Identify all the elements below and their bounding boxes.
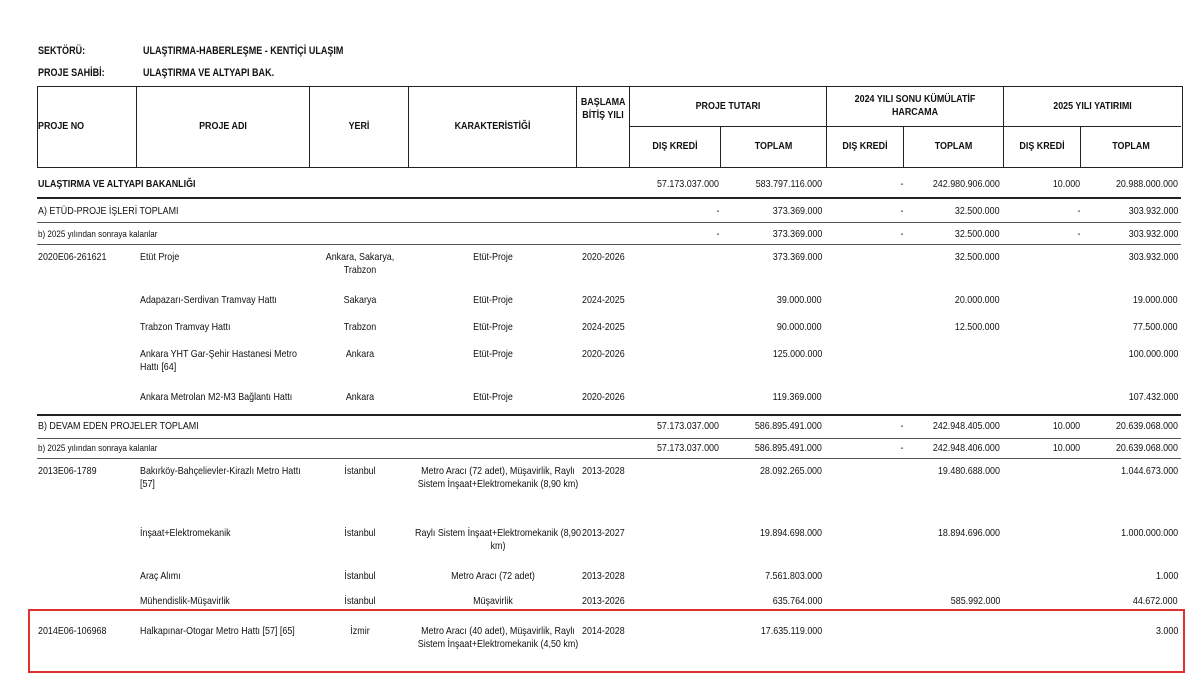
cell-proje-toplam: 373.369.000 [772,205,822,217]
cell-yatirim-dis-kredi: 10.000 [1052,178,1080,190]
row-divider [37,458,1181,459]
cell-proje-dis-kredi: 57.173.037.000 [656,178,719,190]
cell-harcama-dis-kredi: - [900,420,903,432]
cell-yil: 2024-2025 [582,294,625,306]
cell-yeri: İstanbul [344,595,376,607]
cell-yatirim-toplam: 77.500.000 [1133,321,1178,333]
cell-yatirim-toplam: 303.932.000 [1128,228,1178,240]
cell-karakteristik: Raylı Sistem İnşaat+Elektromekanik (8,90 km) [415,527,581,552]
table-row-title: A) ETÜD-PROJE İŞLERİ TOPLAMI [38,205,179,217]
cell-proje-dis-kredi: - [716,205,719,217]
cell-proje-no: 2013E06-1789 [38,465,97,477]
cell-yeri: Trabzon [343,321,377,333]
cell-proje-adi: Ankara YHT Gar-Şehir Hastanesi Metro Hattı [64] [140,348,297,373]
cell-yatirim-dis-kredi: - [1077,228,1080,240]
table-row-title: B) DEVAM EDEN PROJELER TOPLAMI [38,420,199,432]
cell-harcama-toplam: 12.500.000 [955,321,1000,333]
cell-harcama-dis-kredi: - [900,442,903,454]
row-divider [37,244,1181,245]
col-divider [720,126,721,167]
cell-harcama-toplam: 20.000.000 [955,294,1000,306]
cell-yil: 2020-2026 [582,391,625,403]
sector-value: ULAŞTIRMA-HABERLEŞME - KENTİÇİ ULAŞIM [142,45,344,57]
highlight-box [28,609,1185,673]
cell-yatirim-dis-kredi: 10.000 [1052,442,1080,454]
sector-key: SEKTÖRÜ: [38,45,86,57]
cell-yatirim-toplam: 100.000.000 [1128,348,1178,360]
row-divider [37,414,1181,416]
cell-proje-toplam: 28.092.265.000 [759,465,822,477]
cell-yeri: Ankara [345,391,375,403]
cell-yatirim-toplam: 1.000.000.000 [1120,527,1178,539]
cell-proje-toplam: 583.797.116.000 [755,178,822,190]
cell-yatirim-toplam: 1.044.673.000 [1120,465,1178,477]
cell-proje-no: 2014E06-106968 [38,625,107,637]
header-toplam: TOPLAM [754,140,793,152]
cell-yil: 2013-2028 [582,570,625,582]
cell-yil: 2020-2026 [582,251,625,263]
cell-proje-adi: Etüt Proje [140,251,180,263]
header-karakteristigi: KARAKTERİSTİĞİ [454,119,531,132]
cell-proje-no: 2020E06-261621 [38,251,107,263]
cell-proje-toplam: 19.894.698.000 [759,527,822,539]
cell-proje-toplam: 586.895.491.000 [754,420,822,432]
cell-yeri: İstanbul [344,465,376,477]
col-divider [136,86,137,167]
cell-karakteristik: Etüt-Proje [473,251,513,263]
cell-yatirim-toplam: 107.432.000 [1128,391,1178,403]
col-divider [576,86,577,167]
cell-proje-adi: Halkapınar-Otogar Metro Hattı [57] [65] [140,625,295,637]
header-dis-kredi: DIŞ KREDİ [842,140,888,152]
cell-harcama-toplam: 242.980.906.000 [932,178,1000,190]
header-baslama-bitis: BAŞLAMA BİTİŞ YILI [580,96,626,121]
cell-yatirim-dis-kredi: 10.000 [1052,420,1080,432]
cell-yil: 2020-2026 [582,348,625,360]
sector-line [38,45,343,57]
cell-karakteristik: Metro Aracı (72 adet) [451,570,535,582]
cell-karakteristik: Metro Aracı (72 adet), Müşavirlik, Raylı Sistem İnşaat+Elektromekanik (8,90 km) [417,465,579,490]
cell-yeri: İstanbul [344,527,376,539]
cell-yatirim-toplam: 303.932.000 [1128,205,1178,217]
cell-proje-toplam: 373.369.000 [772,251,822,263]
header-dis-kredi: DIŞ KREDİ [1019,140,1065,152]
cell-karakteristik: Metro Aracı (40 adet), Müşavirlik, Raylı Sistem İnşaat+Elektromekanik (4,50 km) [417,625,579,650]
cell-yatirim-toplam: 20.639.068.000 [1115,420,1178,432]
cell-proje-toplam: 39.000.000 [777,294,822,306]
cell-karakteristik: Etüt-Proje [473,348,513,360]
cell-proje-toplam: 586.895.491.000 [754,442,822,454]
owner-value: ULAŞTIRMA VE ALTYAPI BAK. [142,67,275,79]
cell-proje-adi: Ankara Metrolan M2-M3 Bağlantı Hattı [140,391,293,403]
cell-proje-toplam: 635.764.000 [772,595,822,607]
cell-proje-dis-kredi: 57.173.037.000 [656,442,719,454]
cell-harcama-dis-kredi: - [900,178,903,190]
cell-yil: 2014-2028 [582,625,625,637]
cell-karakteristik: Etüt-Proje [473,391,513,403]
cell-yil: 2024-2025 [582,321,625,333]
header-toplam: TOPLAM [934,140,973,152]
cell-yatirim-toplam: 3.000 [1155,625,1178,637]
cell-harcama-dis-kredi: - [900,228,903,240]
col-divider [903,126,904,167]
cell-harcama-toplam: 18.894.696.000 [937,527,1000,539]
header-toplam: TOPLAM [1112,140,1150,152]
header-proje-no: PROJE NO [38,119,85,132]
cell-proje-toplam: 125.000.000 [772,348,822,360]
owner-key: PROJE SAHİBİ: [38,67,105,79]
col-divider [408,86,409,167]
cell-proje-dis-kredi: - [716,228,719,240]
cell-yil: 2013-2027 [582,527,625,539]
cell-yeri: İzmir [350,625,370,637]
cell-harcama-dis-kredi: - [900,205,903,217]
table-row-title: ULAŞTIRMA VE ALTYAPI BAKANLIĞI [38,178,196,190]
header-dis-kredi: DIŞ KREDİ [652,140,698,152]
cell-karakteristik: Etüt-Proje [473,321,513,333]
owner-line [38,67,274,79]
header-proje-tutari: PROJE TUTARI [695,99,761,112]
cell-proje-toplam: 17.635.119.000 [760,625,822,637]
cell-harcama-toplam: 32.500.000 [955,228,1000,240]
cell-yil: 2013-2026 [582,595,625,607]
cell-yatirim-toplam: 20.639.068.000 [1115,442,1178,454]
cell-proje-dis-kredi: 57.173.037.000 [656,420,719,432]
cell-proje-adi: Bakırköy-Bahçelievler-Kirazlı Metro Hattı [57] [140,465,301,490]
cell-proje-adi: Adapazarı-Serdivan Tramvay Hattı [140,294,277,306]
cell-yatirim-toplam: 44.672.000 [1133,595,1178,607]
cell-proje-adi: Araç Alımı [140,570,181,582]
row-divider [37,197,1181,199]
cell-yeri: İstanbul [344,570,376,582]
header-yatirim: 2025 YILI YATIRIMI [1053,99,1132,112]
header-yeri: YERİ [348,119,370,132]
cell-yatirim-toplam: 303.932.000 [1128,251,1178,263]
cell-harcama-toplam: 32.500.000 [955,251,1000,263]
table-row-title: b) 2025 yılından sonraya kalanlar [38,229,158,240]
cell-karakteristik: Müşavirlik [473,595,513,607]
cell-yatirim-toplam: 1.000 [1155,570,1178,582]
col-divider [1080,126,1081,167]
cell-proje-adi: Trabzon Tramvay Hattı [140,321,231,333]
cell-harcama-toplam: 585.992.000 [950,595,1000,607]
col-divider [309,86,310,167]
cell-proje-adi: İnşaat+Elektromekanik [140,527,231,539]
cell-yeri: Ankara [345,348,375,360]
row-divider [37,438,1181,439]
cell-karakteristik: Etüt-Proje [473,294,513,306]
cell-yatirim-dis-kredi: - [1077,205,1080,217]
cell-yeri: Ankara, Sakarya, Trabzon [325,251,395,276]
cell-harcama-toplam: 19.480.688.000 [937,465,1000,477]
header-proje-adi: PROJE ADI [199,119,247,132]
row-divider [37,222,1181,223]
cell-harcama-toplam: 242.948.406.000 [932,442,1000,454]
cell-harcama-toplam: 32.500.000 [955,205,1000,217]
cell-harcama-toplam: 242.948.405.000 [932,420,1000,432]
cell-yatirim-toplam: 20.988.000.000 [1115,178,1178,190]
cell-proje-toplam: 7.561.803.000 [764,570,822,582]
header-harcama: 2024 YILI SONU KÜMÜLATİF HARCAMA [854,93,976,118]
cell-proje-toplam: 90.000.000 [777,321,822,333]
cell-yil: 2013-2028 [582,465,625,477]
cell-proje-adi: Mühendislik-Müşavirlik [140,595,230,607]
table-row-title: b) 2025 yılından sonraya kalanlar [38,443,158,454]
cell-yatirim-toplam: 19.000.000 [1133,294,1178,306]
cell-proje-toplam: 373.369.000 [772,228,822,240]
cell-proje-toplam: 119.369.000 [773,391,822,403]
cell-yeri: Sakarya [343,294,377,306]
